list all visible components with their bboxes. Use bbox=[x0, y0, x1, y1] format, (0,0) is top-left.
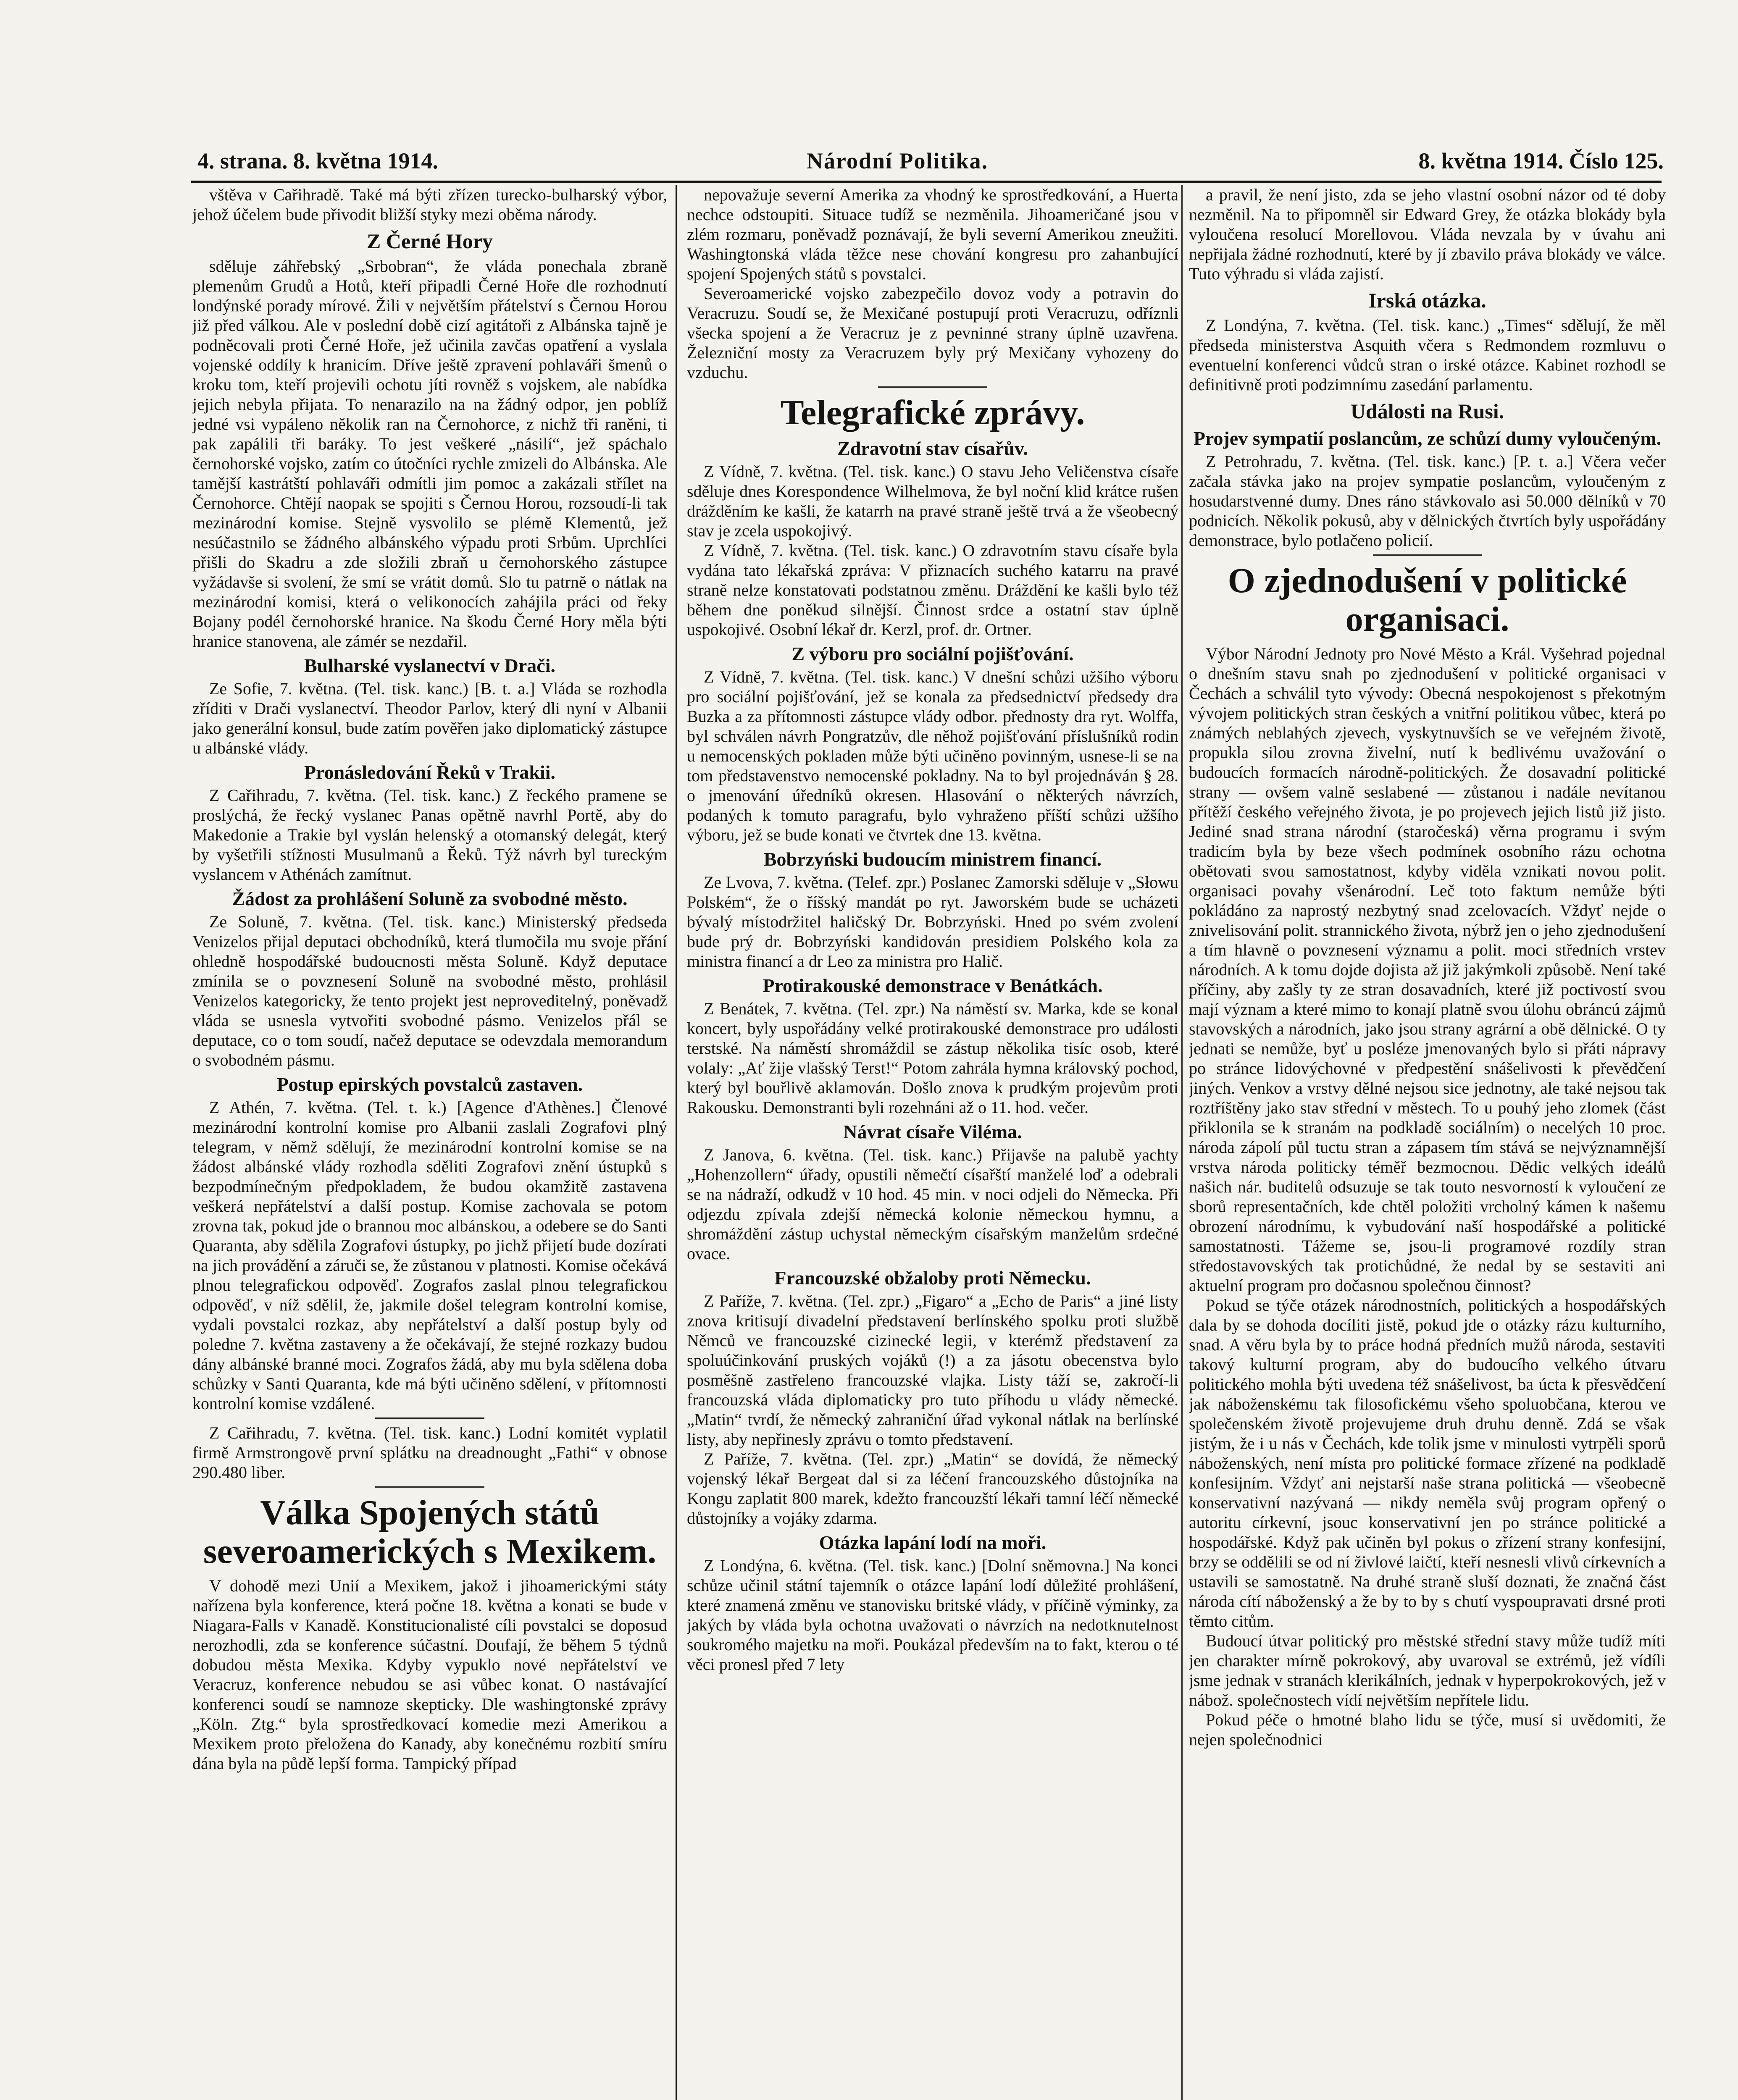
article-paragraph: Z Petrohradu, 7. května. (Tel. tisk. kanc.) [P. t. a.] Včera večer začala stávka jako na projev sympatie poslancům, vyloučeným z hosudarstvenné dumy. Dnes ráno stávkovalo asi 50.000 dělníků v 70 podnicích. Několik pokusů, aby v dělnických čtvrtích byly uspořádány demonstrace, bylo potlačeno policií. bbox=[1189, 452, 1666, 550]
article-paragraph: Pokud se týče otázek národnostních, politických a hospodářských dala by se dohoda docíliti jistě, pokud jde o otázky rázu kulturního, snad. A věru byla by to práce hodná předních mužů národa, sestaviti takový kulturní program, aby do budoucího velkého útvaru politického mohla býti uvedena též snášelivost, ba úcta k přesvědčení jak náboženskému tak filosofickému všeho spoluobčana, kterou ve společenském životě projevujeme druh druhu denně. Zdá se však jistým, že i u nás v Čechách, kde tolik jsme v minulosti vytrpěli sporů náboženských, není místa pro politické formace zřízené na podkladě konfesijním. Vždyť ani nejstarší naše strana politická — všeobecně konservativní nazývaná — nikdy neměla svůj program opřený o autoritu církevní, jsouc konservativní jen po stránce politické a hospodářské. Když pak učiněn byl pokus o zřízení strany konfesijní, brzy se oddělili se od ní živlové laičtí, kteří nesnesli vlivů církevních a ustavili se samostatně. Na druhé straně sluší doznati, že značná část národa cítí náboženský a že by to by s chutí vyspoupravati drsné proti těmto citům. bbox=[1189, 1296, 1666, 1630]
article-heading: Zdravotní stav císařův. bbox=[837, 438, 1028, 459]
article-heading: Bulharské vyslanectví v Drači. bbox=[304, 655, 555, 676]
article-paragraph: Z Janova, 6. května. (Tel. tisk. kanc.) Přijavše na palubě yachty „Hohenzollern“ úřady, opustili němečtí císařští manželé loď a odebrali se na nádraží, odkudž v 10 hod. 45 min. v noci odjeli do Německa. Při odjezdu zpívala zdejší německá kolonie německou hymnu, a shromáždění zástup uchystal německým císařským manželům srdečné ovace. bbox=[687, 1145, 1178, 1263]
header-page-date: 4. strana. 8. května 1914. bbox=[197, 148, 439, 173]
article-heading: Otázka lapání lodí na moři. bbox=[819, 1532, 1046, 1553]
article-heading: Návrat císaře Viléma. bbox=[843, 1121, 1022, 1142]
article-paragraph: Z Londýna, 7. května. (Tel. tisk. kanc.) „Times“ sdělují, že měl předseda ministerstva Asquith včera s Redmondem rozmluvu o eventuelní konferenci vůdců stran o irské otázce. Kabinet rozhodl se definitivně proti podzimnímu zasedání parlamentu. bbox=[1189, 316, 1666, 394]
column-1 bbox=[192, 185, 667, 2100]
separator-rule bbox=[375, 1418, 484, 1419]
article-heading: Z Černé Hory bbox=[367, 229, 493, 253]
column-divider bbox=[1181, 185, 1183, 2100]
article-heading: Francouzské obžaloby proti Německu. bbox=[774, 1267, 1091, 1289]
article-paragraph: Z Cařihradu, 7. května. (Tel. tisk. kanc.) Lodní komitét vyplatil firmě Armstrongově první splátku na dreadnought „Fathi“ v obnose 290.480 liber. bbox=[192, 1423, 667, 1482]
column-2 bbox=[687, 185, 1178, 2100]
header-issue-number: 8. května 1914. Číslo 125. bbox=[1418, 148, 1664, 173]
article-paragraph: Z Vídně, 7. května. (Tel. tisk. kanc.) V dnešní schůzi užšího výboru pro sociální pojišťování, jež se konala za předsednictví předsedy dra Buzka a za přítomnosti zástupce vlády odbor. přednosty dra ryt. Wolffa, byl schválen návrh Pongratzův, dle něhož pojišťování příslušníků rodin u nemocenských pokladen může býti učiněno povinným, usnese-li se na tom představenstvo nemocenské pokladny. Na to byl projednáván § 28. o jmenování úředníků okresen. Hlasování o některých návrzích, podaných k tomuto paragrafu, bylo vyhraženo příští schůzi užšího výboru, jež se bude konati ve čtvrtek dne 13. května. bbox=[687, 667, 1178, 844]
article-paragraph: Z Londýna, 6. května. (Tel. tisk. kanc.) [Dolní sněmovna.] Na konci schůze učinil státní tajemník o otázce lapání lodí důležité prohlášení, které znamená změnu ve stanovisku britské vlády, v příčině výminky, za jakých by vláda byla ochotna uvažovati o návrzích na nedotknutelnost soukromého majetku na moři. Poukázal především na to fakt, kterou o té věci pronesl před 7 lety bbox=[687, 1556, 1178, 1674]
section-heading: Telegrafické zprávy. bbox=[780, 393, 1085, 432]
article-paragraph: Ze Soluně, 7. května. (Tel. tisk. kanc.) Ministerský předseda Venizelos přijal deputaci obchodníků, která tlumočila mu svoje přání ohledně hospodářské budoucnosti města Soluně. Když deputace zmínila se o povznesení Soluně na svobodné město, prohlásil Venizelos kategoricky, že tento projekt jest neproveditelný, poněvadž vláda se usnesla vytvořiti svobodné pásmo. Venizelos přál se deputace, co o tom soudí, načež deputace se odevzdala memorandum o svobodném pásmu. bbox=[192, 912, 667, 1069]
article-heading: Z výboru pro sociální pojišťování. bbox=[791, 643, 1074, 664]
article-paragraph: Ze Sofie, 7. května. (Tel. tisk. kanc.) [B. t. a.] Vláda se rozhodla zříditi v Drači vyslanectví. Theodor Parlov, který dli nyní v Albanii jako generální konsul, bude zatím pověřen jako diplomatický zástupce u albánské vlády. bbox=[192, 679, 667, 757]
article-heading: Pronásledování Řeků v Trakii. bbox=[304, 761, 556, 783]
article-paragraph: Severoamerické vojsko zabezpečilo dovoz vody a potravin do Veracruzu. Soudí se, že Mexičané postupují proti Veracruzu, odříznli všecka spojení a že Veracruz je z pevninné strany úplně uzavřena. Železniční mosty za Veracruzem byly prý Mexičany vyhozeny do vzduchu. bbox=[687, 284, 1178, 382]
separator-rule bbox=[1373, 554, 1482, 556]
article-heading: Bobrzyński budoucím ministrem financí. bbox=[763, 848, 1102, 870]
header-rule bbox=[191, 181, 1662, 183]
article-paragraph: Pokud péče o hmotné blaho lidu se týče, musí si uvědomiti, že nejen společnodnici bbox=[1189, 1710, 1666, 1749]
article-heading: Žádost za prohlášení Soluně za svobodné město. bbox=[232, 888, 628, 909]
article-paragraph: Z Vídně, 7. května. (Tel. tisk. kanc.) O zdravotním stavu císaře byla vydána tato lékařská zpráva: V přiznacích suchého katarru na pravé straně nelze konstatovati podstatnou změnu. Dráždění ke kašli bylo též během dne poněkud silnější. Činnost srdce a ostatní stav úplně uspokojivé. Osobní lékař dr. Kerzl, prof. dr. Ortner. bbox=[687, 541, 1178, 639]
article-paragraph: nepovažuje severní Amerika za vhodný ke sprostředkování, a Huerta nechce odstoupiti. Situace tudíž se nezměnila. Jihoameričané jsou v zlém rozmaru, poněvadž poznávají, že byli severní Amerikou zneužiti. Washingtonská vláda těžce nese chování kongresu pro zahanbující spojení Spojených států s povstalci. bbox=[687, 185, 1178, 283]
article-heading: Válka Spojených států severoamerických s Mexikem. bbox=[203, 1493, 657, 1571]
column-divider bbox=[676, 185, 677, 2100]
article-paragraph: Z Athén, 7. května. (Tel. t. k.) [Agence d'Athènes.] Členové mezinárodní kontrolní komise pro Albanii zaslali Zografovi plný telegram, v němž sdělují, že mezinárodní kontrolní komise se na žádost albánské vlády rozhodla sděliti Zografovi znění ústupků s bezpodmínečným předpokladem, že budou okamžitě zastavena veškerá nepřátelství a další postup. Komise zachovala se potom zrovna tak, pokud jde o brannou moc albánskou, a odebere se do Santi Quaranta, aby sdělila Zografovi ústupky, po jichž přijetí bude dozírati na jich provádění a záruči se, že zůstanou v platnosti. Komise očekává plnou telegrafickou odpověď. Zografos zaslal plnou telegrafickou odpověď, v níž sdělil, že, jakmile došel telegram kontrolní komise, vydali povstalci rozkaz, aby nepřátelství a další postup byly od poledne 7. května zastaveny a že očekávají, že stejné rozkazy budou dány albánské branné moci. Zografos žádá, aby mu byla sdělena doba schůzky v Santi Quaranta, kde má býti učiněno sdělení, v přítomnosti kontrolní komise vzdálené. bbox=[192, 1098, 667, 1413]
article-heading: Postup epirských povstalců zastaven. bbox=[276, 1074, 583, 1095]
article-paragraph: Z Paříže, 7. května. (Tel. zpr.) „Matin“ se dovídá, že německý vojenský lékař Bergeat dal si za léčení francouzského důstojníka na Kongu zaplatit 800 marek, kdežto francouzští lékaři tamní léčí německé důstojníky a vojáky zdarma. bbox=[687, 1449, 1178, 1528]
article-paragraph: Z Vídně, 7. května. (Tel. tisk. kanc.) O stavu Jeho Veličenstva císaře sděluje dnes Korespondence Wilhelmova, že byl noční klid krátce rušen drážděním ke kašli, že katarrh na pravé straně ještě trvá a že všeobecný stav je zcela uspokojivý. bbox=[687, 462, 1178, 540]
article-paragraph: V dohodě mezi Unií a Mexikem, jakož i jihoamerickými státy nařízena byla konference, která počne 18. května a konati se bude v Niagara-Falls v Kanadě. Konstitucionalisté cíli povstalci se doposud nerozhodli, zda se konference súčastní. Doufají, že během 5 týdnů dobudou města Mexika. Kdyby vypuklo nové nepřátelství ve Veracruz, konference nebudou se asi vůbec konat. O nastávající konferenci soudí se namnoze skepticky. Dle washingtonské zprávy „Köln. Ztg.“ byla sprostředkovací komedie mezi Amerikou a Mexikem proto přeložena do Kanady, aby konečnému rozbití smíru dána byla na půdě lepší forma. Tampický případ bbox=[192, 1576, 667, 1773]
page-header bbox=[197, 148, 1664, 177]
article-paragraph: sděluje záhřebský „Srbobran“, že vláda ponechala zbraně plemenům Grudů a Hotů, kteří připadli Černé Hoře dle rozhodnutí londýnské porady mírové. Žili v největším přátelství s Černou Horou již před válkou. Ale v poslední době cizí agitátoři z Albánska tajně je podněcovali proti Černé Hoře, jež učinila zavčas opatření a vyslala vojenské oddíly k hranicím. Dříve ještě zpravení pohlaváři šmenů o kroku tom, kteří projevili ochotu jíti rovněž s vojskem, ale nabídka jejich nebyla přijata. To nenarazilo na na žádný odpor, jen poblíž jedné vsi vypáleno několik ran na Černohorce, z nichž tři raněni, ti pak zapálili tři baráky. To jest veškeré „násilí“, jež spáchalo černohorské vojsko, zatím co útočníci rychle zmizeli do Albánska. Ale tamější kastrátští pohlaváři odmítli jim pomoc a zakázali střílet na Černohorce. Chtějí naopak se spojiti s Černou Horou, rozsoudí-li tak mezinárodní komise. Stejně vysvolilo se plémě Klementů, jež nesúčastnilo se žádného albánského výpadu proti Srbům. Uprchlíci přišli do Skadru a zde složili zbraň u černohorského zástupce vyžádavše si svolení, že smí se vrátit domů. Slo tu patrně o nátlak na mezinárodní komisi, která o velikonocích zahájila práci od řeky Bojany podél černohorské hranice. Na škodu Černé Hory měla býti hranice stanovena, ale zámér se nezdařil. bbox=[192, 257, 667, 651]
article-paragraph: Z Benátek, 7. května. (Tel. zpr.) Na náměstí sv. Marka, kde se konal koncert, byly uspořádány velké protirakouské demonstrace pro události terstské. Na náměstí shromáždil se zástup několika tisíc osob, které volaly: „Ať žije vlašský Terst!“ Potom zahrála hymna královský pochod, který byl bouřlivě aklamován. Došlo znova k prudkým projevům proti Rakousku. Demonstranti byli rozehnáni až o 11. hod. večer. bbox=[687, 999, 1178, 1117]
article-paragraph: Ze Lvova, 7. května. (Telef. zpr.) Poslanec Zamorski sděluje v „Słowu Polském“, že o říšský mandát po ryt. Jaworském bude se ucházeti bývalý místodržitel haličský Dr. Bobrzyński. Hned po svém zvolení bude prý dr. Bobrzyński kandidován presidiem Polského kola za ministra financí a dr Leo za ministra pro Halič. bbox=[687, 873, 1178, 971]
article-heading: Události na Rusi. bbox=[1350, 399, 1504, 423]
article-paragraph: Výbor Národní Jednoty pro Nové Město a Král. Vyšehrad pojednal o dnešním stavu snah po zjednodušení v politické organisaci v Čechách a schválil tyto vývody: Obecná nespokojenost s překotným vývojem politických stran českých a vnitřní politikou vůbec, která po známých neblahých zjevech, vyskytnuvších se ve veřejném životě, propukla silou zrovna živelní, nutí k bedlivému uvažování o budoucích formacích národně-politických. Že dosavadní politické strany — ovšem valně seslabené — zůstanou i nadále nevítanou přítěží českého veřejného života, je po projevech jejich listů již jisto. Jediné snad strana národní (staročeská) věrna programu i svým tradicím byla by beze všech podmínek osobního rázu ochotna obětovati svou samostatnost, kdyby viděla vznikati novou polit. organisaci povahy všenárodní. Leč toto faktum nemůže býti pokládáno za naprostý nezbytný snad zcelovacích. Vždyť nejde o znivelisování polit. strannického života, nýbrž jen o jeho zjednodušení a tím hlavně o povznesení významu a polit. moci středních vrstev národních. A k tomu dojde dojista až již jakýmkoli způsobě. Není také příčiny, aby zašly ty ze stran dosavadních, které již poctivostí svou mají význam a které mimo to konají platně svou úlohu obráncú zájmů stavovských a národních, jako jsou strany agrární a obě dělnické. O ty jednati se nemůže, byť u posléze jmenovaných bylo si přáti nápravy po stránce lidovýchovné v předpestění snášelivosti k převědčení jiných. Venkov a vrstvy dělné nejsou sice jednotny, ale také nejsou tak roztříštěny jako stav střední v městech. To u pouhý jeho zlomek (část přiklonila se k stranám na podkladě sociálním) o necelých 10 proc. národa zápolí půl tuctu stran a zápasem tím stává se nejvýznamnější vrstva národa politicky téměř bezmocnou. Dědic velkých ideálů našich nár. buditelů odsuzuje se tak touto nesvorností k vyloučení ze sborů representačních, kde chtěl položiti vrcholný kámen k našemu obrození národnímu, k vybudování naší hospodářské a politické samostatnosti. Tážeme se, jsou-li programové rozdíly stran středostavovských tak protichůdné, že nedal by se sestaviti ani aktuelní program pro dočasnou společnou činnost? bbox=[1189, 644, 1666, 1295]
article-heading: Protirakouské demonstrace v Benátkách. bbox=[763, 975, 1103, 996]
article-subheading: Projev sympatií poslancům, ze schůzí dumy vyloučeným. bbox=[1193, 428, 1662, 449]
article-heading: Irská otázka. bbox=[1368, 289, 1486, 312]
column-3 bbox=[1189, 185, 1666, 2100]
article-paragraph: Budoucí útvar politický pro městské střední stavy může tudíž míti jen charakter mírně pokrokový, aby uvaroval se extrémů, jež vídíli jsme jednak v stranách klerikálních, jednak v hyperpokrokových, jež v nábož. společnostech vídí největším nepřítele lidu. bbox=[1189, 1631, 1666, 1709]
article-paragraph: Z Cařihradu, 7. května. (Tel. tisk. kanc.) Z řeckého pramene se proslýchá, že řecký vyslanec Panas opětně navrhl Portě, aby do Makedonie a Trakie byl vyslán helenský a otomanský delegát, který by vyšetřili stížnosti Musulmanů a Řeků. Týž návrh byl tureckým vyslancem v Athénách zamítnut. bbox=[192, 786, 667, 884]
article-paragraph: Z Paříže, 7. května. (Tel. zpr.) „Figaro“ a „Echo de Paris“ a jiné listy znova kritisují divadelní představení berlínského spolku proti službě Němců ve francouzské cizinecké legii, v kterémž představení za spoluúčinkování pruských vojáků (!) a za jásotu obecenstva bylo posměšně zastřeleno francouzské vlajka. Listy táží se, zakročí-li francouzská vláda diplomaticky pro tuto příhodu u vlády německé. „Matin“ tvrdí, že německý zahraniční úřad vykonal nátlak na berlínské listy, aby nepřinesly zprávu o tomto představení. bbox=[687, 1292, 1178, 1449]
article-paragraph: vštěva v Cařihradě. Také má býti zřízen turecko-bulharský výbor, jehož účelem bude přivodit bližší styky mezi oběma národy. bbox=[192, 185, 667, 224]
separator-rule bbox=[375, 1486, 484, 1488]
article-paragraph: a pravil, že není jisto, zda se jeho vlastní osobní názor od té doby nezměnil. Na to připomněl sir Edward Grey, že otázka blokády byla vyloučena resolucí Morellovou. Vláda nevzala by v úvahu ani nepřijala žádné rozhodnutí, které by jí zbavilo práva blokády ve válce. Tuto výhradu si vláda zajistí. bbox=[1189, 185, 1666, 283]
separator-rule bbox=[878, 386, 987, 388]
article-heading: O zjednodušení v politické organisaci. bbox=[1228, 561, 1627, 639]
masthead-title: Národní Politika. bbox=[807, 148, 989, 173]
